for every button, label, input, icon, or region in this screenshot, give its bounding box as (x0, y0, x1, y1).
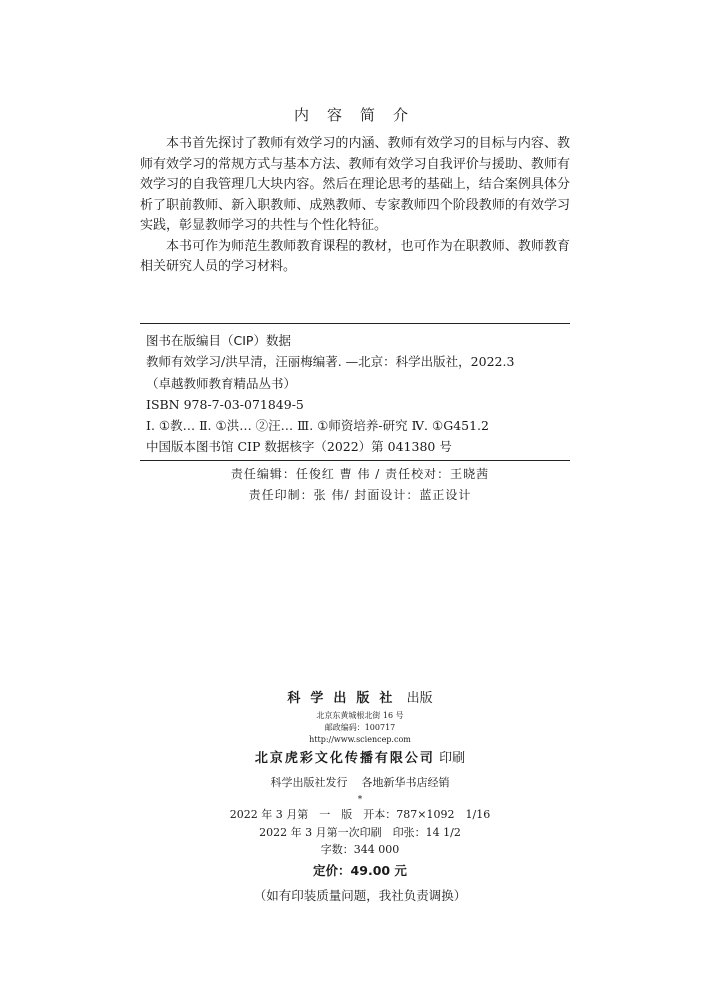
cip-isbn: ISBN 978-7-03-071849-5 (146, 396, 304, 412)
separator-star: * (357, 795, 363, 805)
cip-series: （卓越教师教育精品丛书） (146, 375, 297, 391)
distributor: 科学出版社发行 (270, 776, 348, 789)
price: 定价：49.00 元 (313, 862, 407, 878)
credits-section (0, 464, 720, 506)
publisher-postcode: 邮政编码：100717 (324, 723, 396, 732)
summary-paragraph: 本书首先探讨了教师有效学习的内涵、教师有效学习的目标与内容、教师有效学习的常规方式与基本方法、教师有效学习自我评价与援助、教师有效学习的自我管理几大块内容。然后在理论思考的基础上，结合案例具体分析了职前教师、新入职教师、成熟教师、专家教师四个阶段教师的有效学习实践，彰显教师学习的共性与个性化特征。 (140, 136, 570, 233)
cip-classification: Ⅰ. ①教… Ⅱ. ①洪… ②汪… Ⅲ. ①师资培养-研究 Ⅳ. ①G451.2 (146, 418, 489, 434)
cip-data-block (140, 323, 570, 461)
printer-name: 北京虎彩文化传播有限公司 (254, 751, 435, 766)
quality-notice: （如有印装质量问题，我社负责调换） (253, 887, 467, 903)
edition-line: 2022 年 3 月第 一 版 开本：787×1092 1/16 (229, 808, 491, 821)
summary-paragraph: 本书可作为师范生教师教育课程的教材，也可作为在职教师、教师教育相关研究人员的学习材料。 (140, 238, 570, 274)
credits-production: 责任印制：张 伟/ 封面设计：蓝正设计 (248, 488, 472, 502)
publisher-address: 北京东黄城根北街 16 号 (316, 711, 404, 720)
credits-editors: 责任编辑：任俊红 曹 伟 / 责任校对：王晓茜 (230, 467, 490, 481)
publisher-line (0, 688, 720, 710)
publisher-website: http://www.sciencep.com (309, 735, 411, 744)
distribution-line (0, 772, 720, 794)
summary-title: 内容简介 (293, 106, 426, 124)
publisher-name: 科学出版社 (287, 691, 403, 706)
cip-heading: 图书在版编目（CIP）数据 (146, 333, 291, 348)
printer-suffix: 印刷 (439, 751, 466, 766)
word-count: 字数：344 000 (320, 843, 400, 856)
publisher-suffix: 出版 (406, 691, 433, 706)
sellers: 各地新华书店经销 (361, 776, 450, 789)
summary-section (140, 134, 570, 278)
printer-line (0, 746, 720, 772)
cip-record: 中国版本图书馆 CIP 数据核字（2022）第 041380 号 (146, 439, 452, 455)
cip-title-line: 教师有效学习/洪早清，汪丽梅编著. —北京：科学出版社，2022.3 (146, 354, 515, 370)
printing-line: 2022 年 3 月第一次印刷 印张：14 1/2 (259, 825, 461, 839)
imprint-section (0, 688, 720, 909)
